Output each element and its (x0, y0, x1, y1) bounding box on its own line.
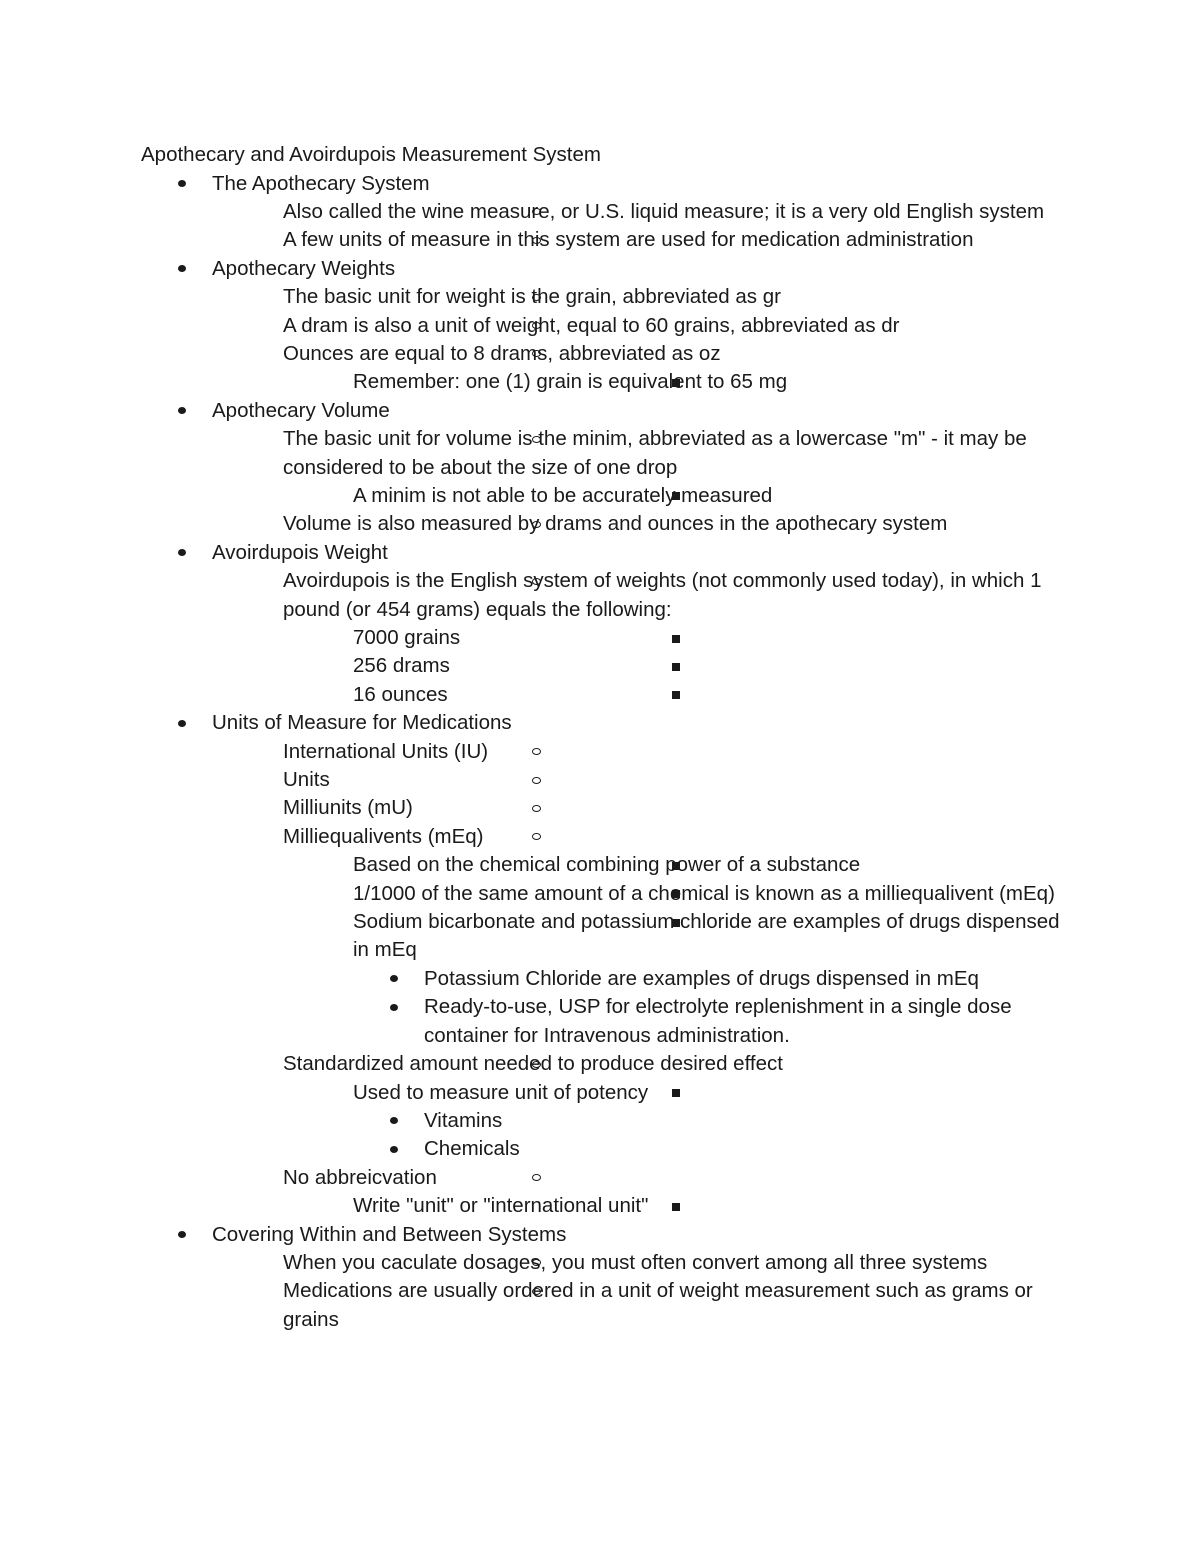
list-item-level-2 (0, 510, 1073, 538)
list-item-text: A few units of measure in this system are used for medication administration (283, 228, 974, 252)
list-item-text: Avoirdupois is the English system of weights (not commonly used today), in which 1 pound (or 454 grams) equals the following: (283, 569, 1042, 621)
list-item-text: Ready-to-use, USP for electrolyte replenishment in a single dose container for Intravenous administration. (424, 995, 1012, 1047)
list-item-level-2 (0, 312, 1073, 340)
list-item-text: Also called the wine measure, or U.S. liquid measure; it is a very old English system (283, 199, 1045, 223)
list-item-level-3 (0, 1192, 1063, 1220)
list-item-text: Volume is also measured by drams and ounces in the apothecary system (283, 512, 948, 536)
list-item-text: The Apothecary System (212, 171, 430, 195)
list-item-text: 7000 grains (353, 626, 461, 649)
list-item-text: The basic unit for volume is the minim, abbreviated as a lowercase "m" - it may be considered to be about the size of one drop (283, 427, 1027, 479)
list-item-level-1 (0, 255, 1062, 283)
list-item-level-1 (0, 709, 1062, 737)
list-item-level-2 (0, 198, 1073, 226)
bullet-outline (0, 170, 1200, 1335)
list-item-text: Avoirdupois Weight (212, 540, 388, 564)
list-item-level-4 (0, 965, 1064, 993)
list-item-level-3 (0, 482, 1063, 510)
list-item-level-2 (0, 226, 1073, 254)
list-item-level-3 (0, 908, 1063, 965)
list-item-level-3 (0, 624, 1063, 652)
list-item-level-2 (0, 340, 1073, 368)
list-item-level-2 (0, 766, 1073, 794)
list-item-text: Standardized amount needed to produce desired effect (283, 1052, 783, 1076)
list-item-level-1 (0, 539, 1062, 567)
list-item-text: Potassium Chloride are examples of drugs dispensed in mEq (424, 966, 979, 990)
list-item-text: International Units (IU) (283, 739, 489, 763)
list-item-level-2 (0, 1050, 1073, 1078)
list-item-level-3 (0, 368, 1063, 396)
list-item-level-3 (0, 681, 1063, 709)
list-item-level-2 (0, 738, 1073, 766)
list-item-text: Covering Within and Between Systems (212, 1222, 567, 1246)
list-item-text: 256 drams (353, 654, 450, 678)
list-item-text: Chemicals (424, 1137, 520, 1161)
list-item-text: A dram is also a unit of weight, equal to 60 grains, abbreviated as dr (283, 313, 900, 337)
list-item-text: Apothecary Volume (212, 398, 390, 422)
list-item-level-1 (0, 397, 1062, 425)
list-item-level-3 (0, 652, 1063, 680)
list-item-level-3 (0, 851, 1063, 879)
list-item-text: Vitamins (424, 1108, 503, 1132)
list-item-level-2 (0, 1164, 1073, 1192)
list-item-level-2 (0, 823, 1073, 851)
list-item-text: Write "unit" or "international unit" (353, 1194, 649, 1218)
list-item-text: Remember: one (1) grain is equivalent to 65 mg (353, 370, 788, 394)
document-title: Apothecary and Avoirdupois Measurement System (141, 143, 601, 166)
list-item-level-1 (0, 1221, 1062, 1249)
list-item-text: When you caculate dosages, you must often convert among all three systems (283, 1250, 988, 1274)
list-item-text: Units of Measure for Medications (212, 711, 512, 735)
list-item-level-2 (0, 425, 1073, 482)
list-item-text: Based on the chemical combining power of a substance (353, 853, 861, 877)
list-item-text: Medications are usually ordered in a unit of weight measurement such as grams or grains (283, 1279, 1033, 1331)
list-item-level-4 (0, 993, 1064, 1050)
list-item-text: Ounces are equal to 8 drams, abbreviated as oz (283, 341, 721, 365)
list-item-text: 1/1000 of the same amount of a chemical is known as a milliequalivent (mEq) (353, 881, 1055, 905)
list-item-text: 16 ounces (353, 682, 448, 706)
list-item-level-4 (0, 1135, 1064, 1163)
list-item-text: Used to measure unit of potency (353, 1080, 649, 1104)
list-item-level-2 (0, 794, 1073, 822)
list-item-text: Units (283, 768, 330, 792)
list-item-text: Sodium bicarbonate and potassium chloride are examples of drugs dispensed in mEq (353, 910, 1060, 962)
list-item-text: Milliequalivents (mEq) (283, 824, 484, 848)
list-item-level-3 (0, 1079, 1063, 1107)
list-item-text: Apothecary Weights (212, 256, 396, 280)
list-item-level-4 (0, 1107, 1064, 1135)
list-item-level-2 (0, 1249, 1073, 1277)
list-item-level-3 (0, 880, 1063, 908)
list-item-level-2 (0, 1277, 1073, 1334)
list-item-level-2 (0, 283, 1073, 311)
list-item-level-2 (0, 567, 1073, 624)
list-item-text: The basic unit for weight is the grain, abbreviated as gr (283, 285, 781, 309)
list-item-text: A minim is not able to be accurately measured (353, 483, 773, 507)
list-item-level-1 (0, 170, 1062, 198)
list-item-text: Milliunits (mU) (283, 796, 413, 820)
list-item-text: No abbreicvation (283, 1165, 437, 1189)
